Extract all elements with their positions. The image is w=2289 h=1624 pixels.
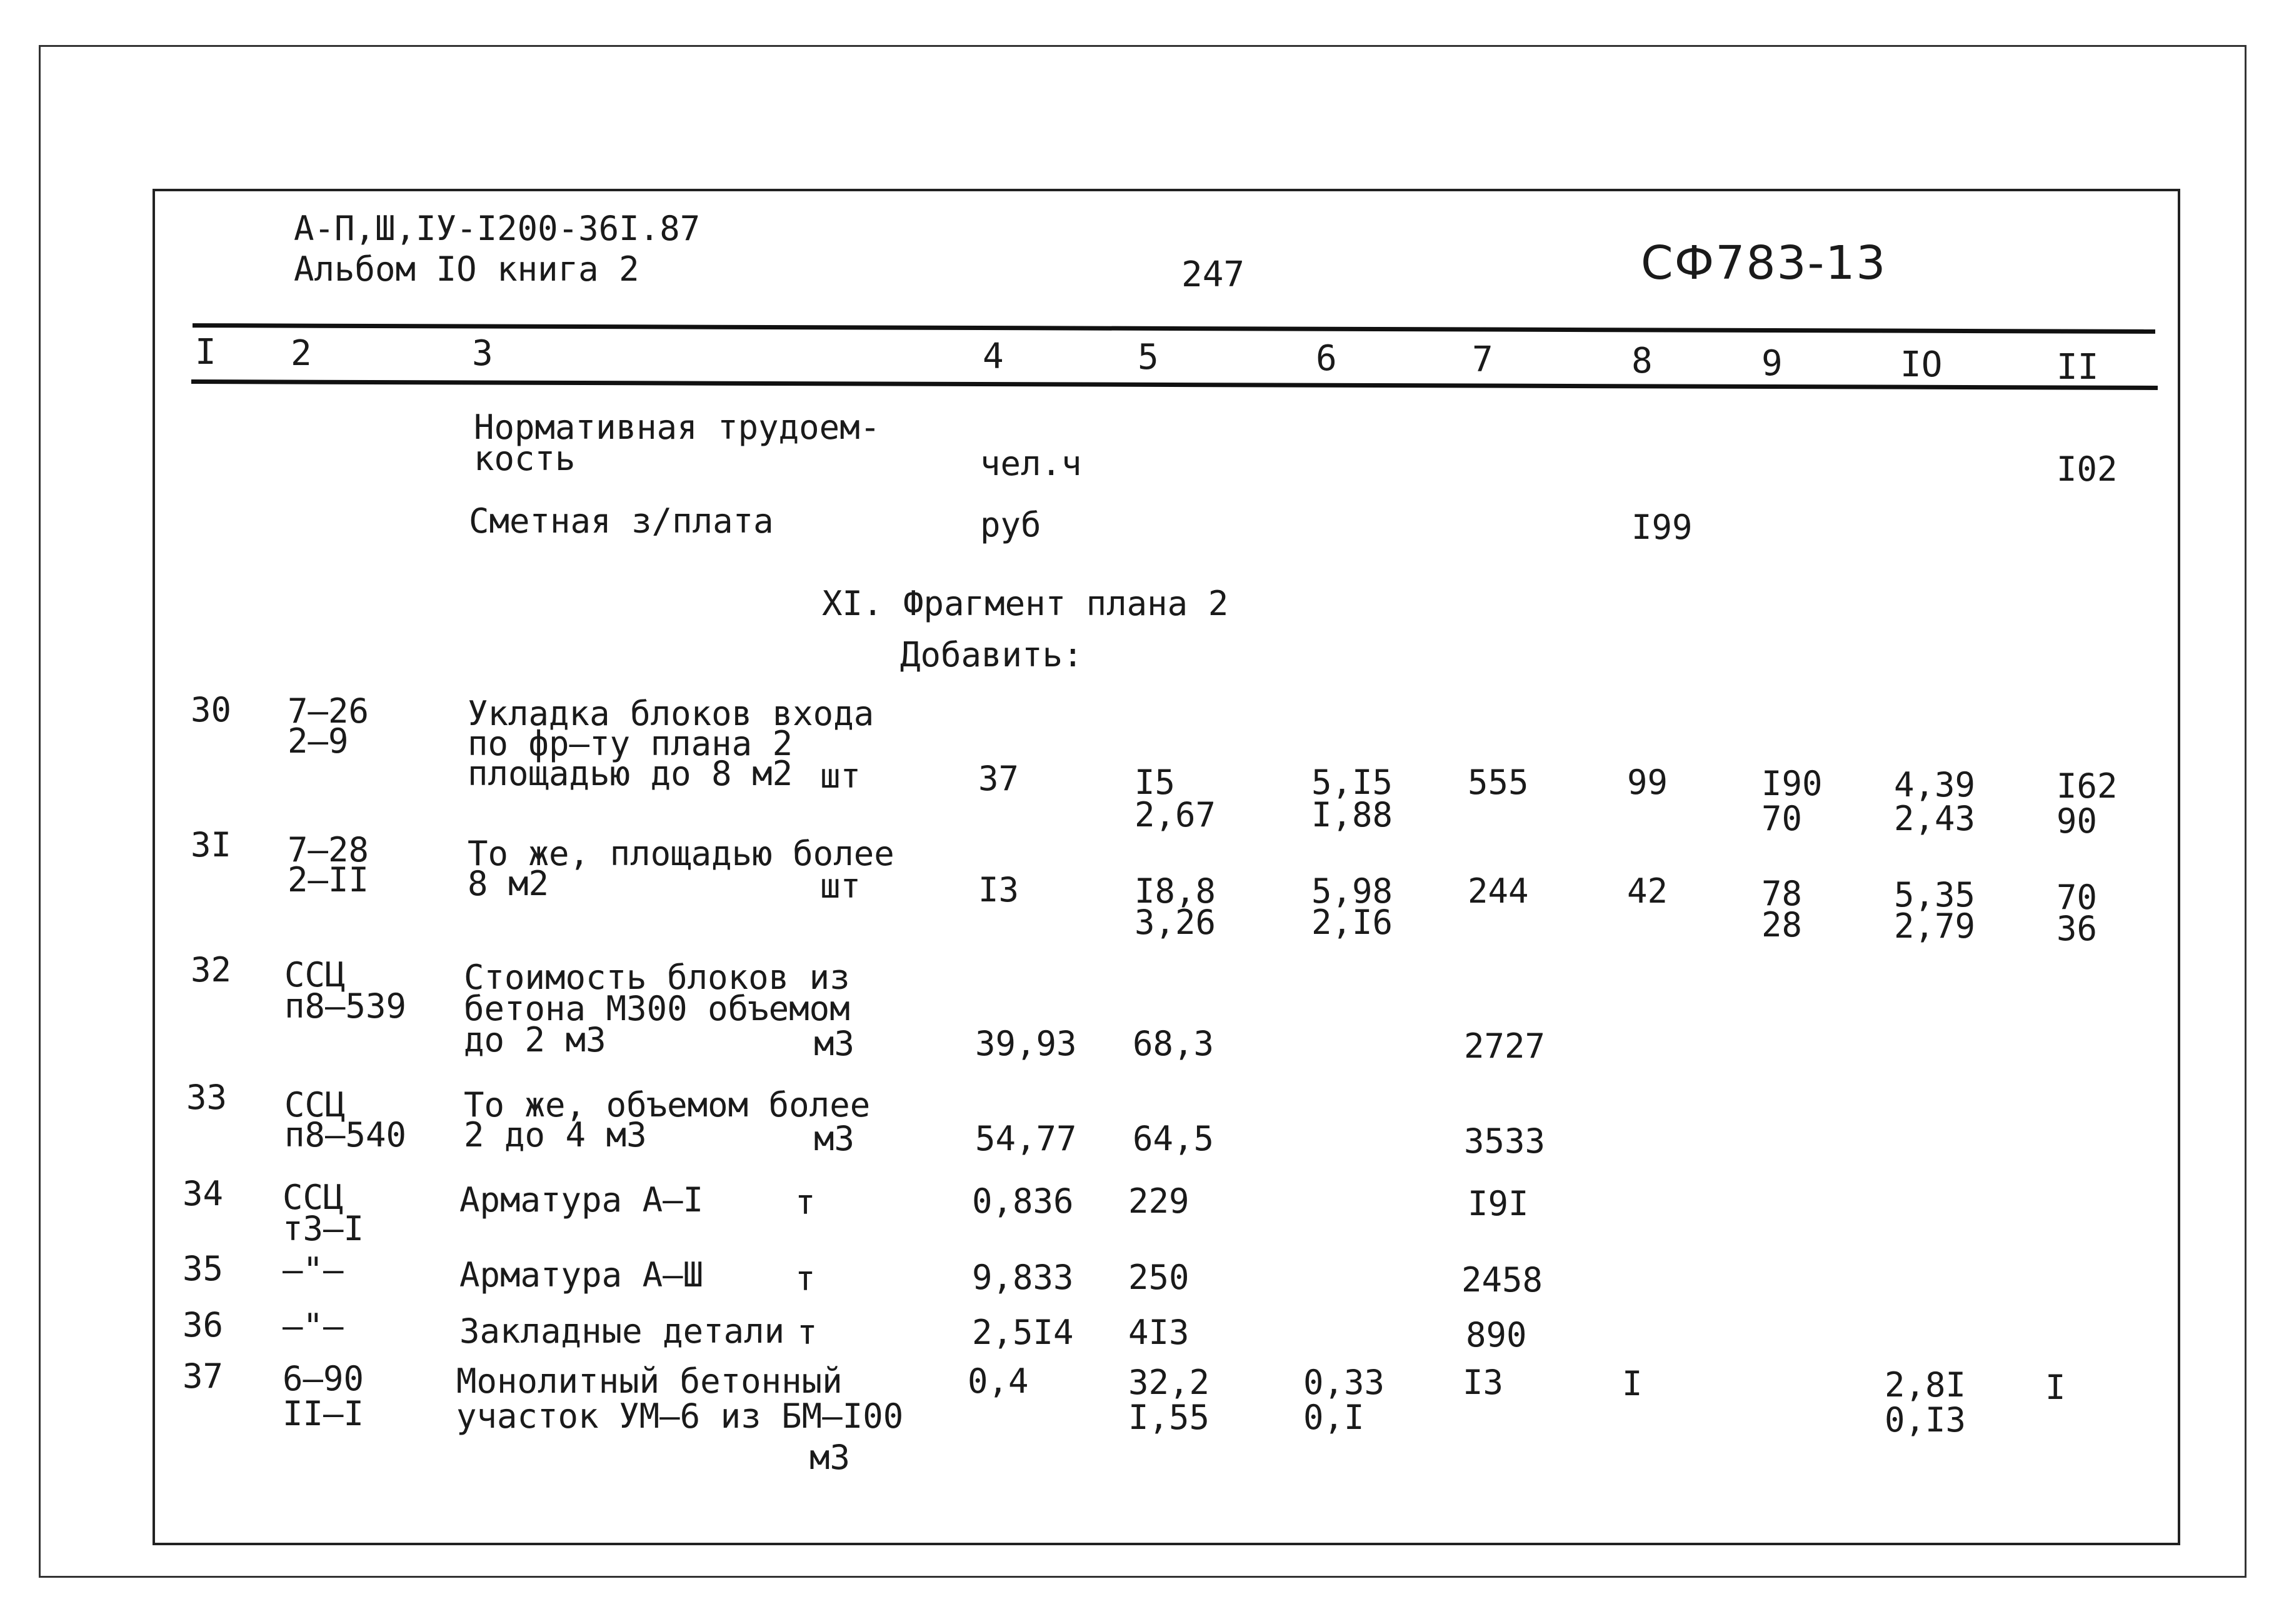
cell-col11-a: I62 bbox=[2056, 766, 2118, 806]
row-unit: т bbox=[797, 1313, 818, 1352]
row-code-1: ССЦ bbox=[284, 1085, 346, 1125]
row-number: 32 bbox=[191, 950, 232, 990]
cell-col11: I bbox=[2045, 1368, 2066, 1407]
document-code: А-П,Ш,IУ-I200-36I.87 bbox=[294, 209, 701, 248]
row-name-1: Стоимость блоков из bbox=[464, 958, 850, 997]
cell-col9-a: 78 bbox=[1761, 874, 1803, 913]
cell-col4: 2,5I4 bbox=[972, 1313, 1074, 1352]
labor-unit: чел.ч bbox=[980, 444, 1082, 483]
cell-col10-b: 0,I3 bbox=[1885, 1400, 1966, 1440]
row-name-1: То же, объемом более bbox=[464, 1085, 871, 1125]
cell-col6-a: 5,I5 bbox=[1311, 763, 1393, 802]
row-number: 3I bbox=[191, 825, 232, 865]
col-header-7: 7 bbox=[1472, 339, 1493, 380]
row-code-2: п8–540 bbox=[284, 1115, 407, 1155]
row-code-1: –"– bbox=[283, 1250, 344, 1290]
row-number: 30 bbox=[191, 690, 232, 729]
row-code-1: 7–28 bbox=[288, 830, 369, 870]
col-header-2: 2 bbox=[291, 333, 312, 374]
row-unit: м3 bbox=[814, 1119, 855, 1158]
cell-col4: 37 bbox=[978, 759, 1019, 798]
wages-unit: руб bbox=[980, 505, 1041, 544]
row-name-1: Арматура А–Ш bbox=[459, 1255, 704, 1295]
cell-col5: 64,5 bbox=[1133, 1119, 1215, 1158]
cell-col4: I3 bbox=[978, 870, 1019, 910]
row-unit: т bbox=[795, 1183, 816, 1222]
row-number: 36 bbox=[183, 1305, 224, 1345]
cell-col5: 229 bbox=[1128, 1181, 1190, 1221]
row-code-2: II–I bbox=[283, 1394, 364, 1433]
row-unit: м3 bbox=[814, 1024, 855, 1063]
row-name-2: по фр–ту плана 2 bbox=[468, 724, 793, 763]
row-name-2: 2 до 4 м3 bbox=[464, 1115, 647, 1155]
cell-col10-b: 2,43 bbox=[1894, 799, 1976, 838]
cell-col10-a: 4,39 bbox=[1894, 765, 1976, 804]
section-title: XI. Фрагмент плана 2 bbox=[822, 584, 1229, 623]
col-header-5: 5 bbox=[1138, 337, 1159, 378]
row-number: 34 bbox=[183, 1174, 224, 1213]
col-header-11: II bbox=[2056, 347, 2099, 388]
cell-col9-b: 28 bbox=[1761, 905, 1803, 945]
cell-col8: 42 bbox=[1627, 871, 1668, 911]
album-info: Альбом IO книга 2 bbox=[294, 249, 639, 289]
cell-col4: 54,77 bbox=[975, 1119, 1077, 1158]
labor-col11: I02 bbox=[2056, 449, 2118, 489]
cell-col7: 2458 bbox=[1461, 1260, 1543, 1300]
row-number: 37 bbox=[183, 1356, 224, 1396]
row-code-1: 6–90 bbox=[283, 1359, 364, 1398]
row-code-1: ССЦ bbox=[284, 955, 346, 995]
col-header-4: 4 bbox=[983, 336, 1004, 377]
cell-col5-b: 3,26 bbox=[1134, 903, 1216, 942]
row-unit: шт bbox=[820, 866, 861, 906]
cell-col9-b: 70 bbox=[1761, 799, 1803, 838]
cell-col9-a: I90 bbox=[1761, 764, 1823, 803]
labor-name-line2: кость bbox=[474, 439, 576, 478]
cell-col5-a: I8,8 bbox=[1134, 871, 1216, 911]
row-unit: шт bbox=[820, 756, 861, 796]
sheet-code: СФ783-13 bbox=[1641, 236, 1887, 290]
cell-col6-a: 0,33 bbox=[1303, 1363, 1385, 1402]
cell-col4: 0,836 bbox=[972, 1181, 1074, 1221]
col-header-1: I bbox=[195, 332, 216, 373]
cell-col5-a: I5 bbox=[1134, 763, 1176, 802]
cell-col4: 39,93 bbox=[975, 1024, 1077, 1063]
cell-col8: 99 bbox=[1627, 763, 1668, 802]
row-name-2: бетона М300 объемом bbox=[464, 989, 850, 1028]
cell-col7: 555 bbox=[1468, 763, 1529, 802]
cell-col6-a: 5,98 bbox=[1311, 871, 1393, 911]
row-number: 35 bbox=[183, 1249, 224, 1288]
row-name-3: площадью до 8 м2 bbox=[468, 754, 793, 793]
cell-col5-a: 32,2 bbox=[1128, 1363, 1210, 1402]
row-name-2: участок УМ–6 из БМ–I00 bbox=[456, 1396, 904, 1436]
col-header-10: IO bbox=[1900, 344, 1943, 385]
cell-col7: 244 bbox=[1468, 871, 1529, 911]
col-header-8: 8 bbox=[1631, 341, 1653, 381]
cell-col4: 9,833 bbox=[972, 1258, 1074, 1297]
cell-col7: I3 bbox=[1463, 1363, 1504, 1402]
row-name-1: Арматура А–I bbox=[459, 1180, 704, 1220]
row-name-1: То же, площадью более bbox=[468, 834, 894, 873]
cell-col5-b: I,55 bbox=[1128, 1398, 1210, 1437]
row-code-1: ССЦ bbox=[283, 1178, 344, 1217]
cell-col5-b: 2,67 bbox=[1134, 795, 1216, 835]
cell-col7: I9I bbox=[1468, 1184, 1529, 1223]
row-unit: м3 bbox=[809, 1438, 851, 1477]
cell-col6-b: I,88 bbox=[1311, 795, 1393, 835]
col-header-9: 9 bbox=[1761, 343, 1783, 384]
cell-col7: 3533 bbox=[1464, 1121, 1546, 1161]
row-number: 33 bbox=[186, 1078, 228, 1117]
cell-col4: 0,4 bbox=[968, 1361, 1029, 1401]
col-header-6: 6 bbox=[1316, 338, 1337, 379]
row-code-2: п8–539 bbox=[284, 986, 407, 1026]
row-name-3: до 2 м3 bbox=[464, 1020, 606, 1060]
cell-col10-a: 5,35 bbox=[1894, 875, 1976, 915]
col-header-3: 3 bbox=[472, 333, 493, 374]
cell-col6-b: 0,I bbox=[1303, 1398, 1365, 1437]
wages-col8: I99 bbox=[1631, 508, 1693, 547]
cell-col5: 4I3 bbox=[1128, 1313, 1190, 1352]
cell-col11-b: 36 bbox=[2056, 909, 2098, 948]
cell-col11-a: 70 bbox=[2056, 878, 2098, 917]
cell-col7: 2727 bbox=[1464, 1026, 1546, 1066]
labor-name-line1: Нормативная трудоем- bbox=[474, 408, 881, 447]
row-code-2: т3–I bbox=[283, 1209, 364, 1248]
row-name-1: Монолитный бетонный bbox=[456, 1361, 843, 1401]
cell-col5: 68,3 bbox=[1133, 1024, 1215, 1063]
page-number: 247 bbox=[1181, 254, 1245, 295]
wages-name: Сметная з/плата bbox=[469, 501, 774, 541]
row-name-1: Укладка блоков входа bbox=[468, 694, 874, 733]
cell-col10-a: 2,8I bbox=[1885, 1365, 1966, 1405]
cell-col11-b: 90 bbox=[2056, 801, 2098, 841]
row-code-2: 2–II bbox=[288, 860, 369, 900]
section-subtitle: Добавить: bbox=[900, 635, 1083, 674]
row-name-1: Закладные детали bbox=[459, 1311, 785, 1351]
row-code-1: –"– bbox=[283, 1306, 344, 1346]
cell-col5: 250 bbox=[1128, 1258, 1190, 1297]
cell-col8: I bbox=[1622, 1364, 1643, 1403]
cell-col10-b: 2,79 bbox=[1894, 906, 1976, 946]
row-name-2: 8 м2 bbox=[468, 864, 549, 903]
row-code-2: 2–9 bbox=[288, 721, 349, 761]
row-unit: т bbox=[795, 1259, 816, 1298]
row-code-1: 7–26 bbox=[288, 691, 369, 731]
cell-col7: 890 bbox=[1466, 1315, 1527, 1355]
cell-col6-b: 2,I6 bbox=[1311, 903, 1393, 942]
